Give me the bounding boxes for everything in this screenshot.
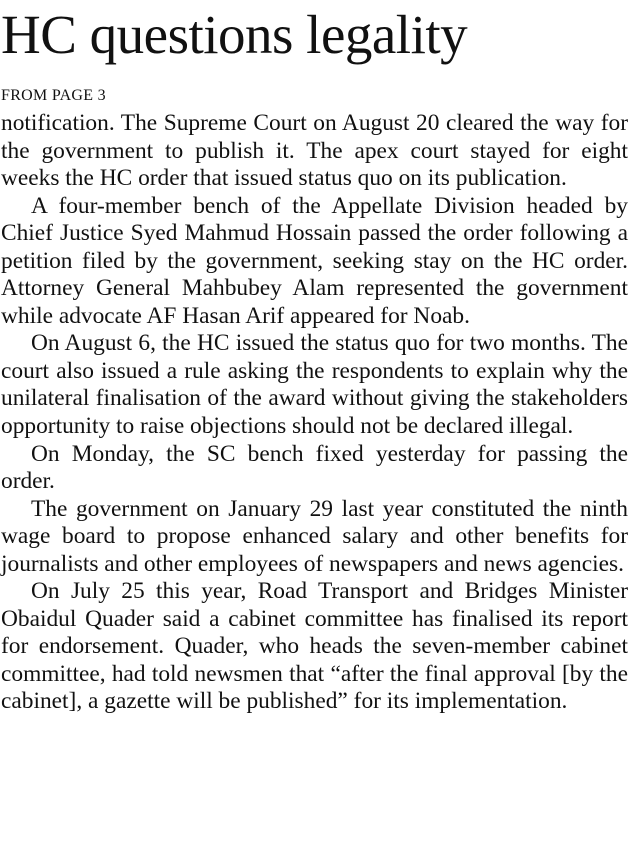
paragraph-5: The government on January 29 last year constituted the ninth wage board to propose enhanced salary and other benefits for journalists and other employees of newspapers and news agencies. [1, 495, 628, 577]
article-body [1, 110, 628, 716]
paragraph-6: On July 25 this year, Road Transport and Bridges Minister Obaidul Quader said a cabinet committee has finalised its report for endorsement. Quader, who heads the seven-member cabinet committee, had told newsmen that “after the final approval [by the cabinet], a gazette will be published” for its implementation. [1, 578, 628, 715]
paragraph-1: notification. The Supreme Court on August 20 cleared the way for the government to publish it. The apex court stayed for eight weeks the HC order that issued status quo on its publication. [1, 110, 628, 192]
continuation-label: FROM PAGE 3 [1, 87, 106, 104]
paragraph-2: A four-member bench of the Appellate Division headed by Chief Justice Syed Mahmud Hossain passed the order following a petition filed by the government, seeking stay on the HC order. Attorney General Mahbubey Alam represented the government while advocate AF Hasan Arif appeared for Noab. [1, 192, 628, 329]
paragraph-3: On August 6, the HC issued the status quo for two months. The court also issued a rule asking the respondents to explain why the unilateral finalisation of the award without giving the stakeholders opportunity to raise objections should not be declared illegal. [1, 330, 628, 440]
headline: HC questions legality [1, 4, 468, 65]
paragraph-4: On Monday, the SC bench fixed yesterday for passing the order. [1, 440, 628, 495]
